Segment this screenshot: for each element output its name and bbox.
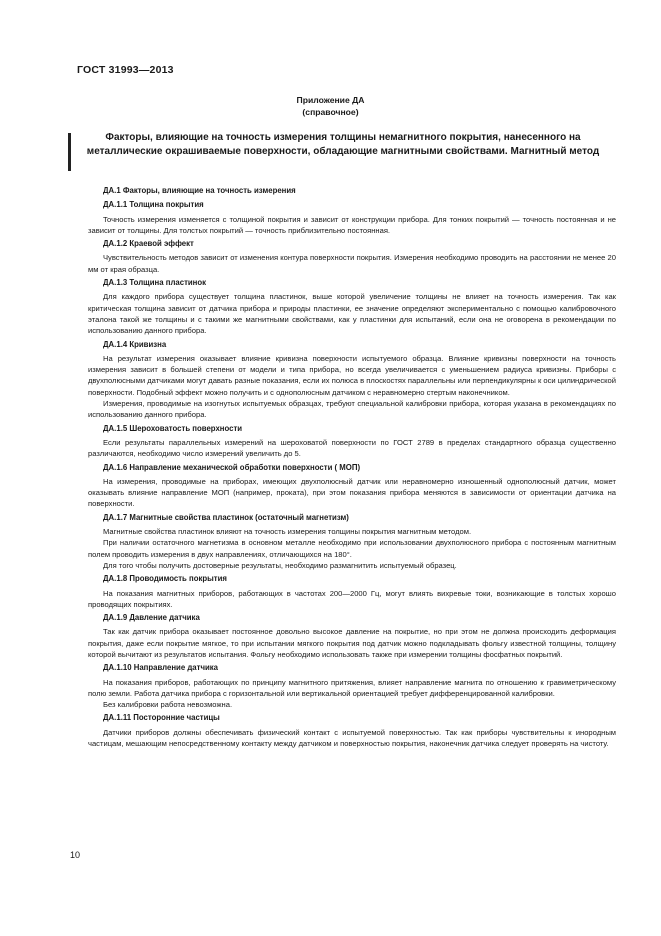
section-heading: ДА.1.10 Направление датчика xyxy=(103,663,219,673)
paragraph: Магнитные свойства пластинок влияют на точность измерения толщины покрытия магнитным методом. xyxy=(103,527,472,537)
paragraph: При наличии остаточного магнетизма в основном металле необходимо при использовании двухполюсного прибора с постоянным магнитным полем проводить измерения в двух направлениях, отличающихся на 180°. xyxy=(88,538,616,559)
document-body xyxy=(88,185,616,749)
change-bar xyxy=(68,133,71,171)
section-heading: ДА.1 Факторы, влияющие на точность измерения xyxy=(103,186,296,195)
paragraph: Для каждого прибора существует толщина пластинок, выше которой увеличение толщины не влияет на точность измерения. Так как критическая толщина зависит от датчика прибора и природы пластинки, ее значение определяют экспериментально с помощью калибровочного эталона такой же толщины и с такими же магнитными свойствами, как у пластинки для испытаний, если она не оговорена в рекомендации по использованию данного прибора. xyxy=(88,292,616,336)
section-heading: ДА.1.7 Магнитные свойства пластинок (остаточный магнетизм) xyxy=(103,512,349,522)
section-heading: ДА.1.5 Шероховатость поверхности xyxy=(103,423,243,433)
section-heading: ДА.1.1 Толщина покрытия xyxy=(103,200,204,210)
paragraph: На результат измерения оказывает влияние кривизна поверхности испытуемого образца. Влияние кривизны поверхности на точность измерения зависит в большей степени от модели и типа прибора, но всегда увеличивается с уменьшением радиуса кривизны. Приборы с двухполюсными датчиками могут давать разные показания, если их полюса в плоскостях параллельны или перпендикулярны к оси цилиндрической поверхности. Подобный эффект можно получить и с однополюсным датчиком с неравномерно стертым наконечником. xyxy=(88,353,616,397)
section-heading: ДА.1.3 Толщина пластинок xyxy=(103,278,207,288)
paragraph: Без калибровки работа невозможна. xyxy=(103,700,233,710)
appendix-label: Приложение ДА xyxy=(296,95,365,105)
section-heading: ДА.1.11 Посторонние частицы xyxy=(103,713,220,723)
paragraph: На измерения, проводимые на приборах, имеющих двухполюсный датчик или неравномерно изношенный однополюсный датчик, может оказывать влияние направление МОП (например, проката), при этом показания прибора меняются в зависимости от ориентации датчика на поверхности. xyxy=(88,476,616,509)
paragraph: На показания магнитных приборов, работающих в частотах 200—2000 Гц, могут влиять вихревые токи, возникающие в толстых хорошо проводящих покрытиях. xyxy=(88,588,616,609)
paragraph: Если результаты параллельных измерений на шероховатой поверхности по ГОСТ 2789 в пределах стандартного образца существенно различаются, необходимо число измерений увеличить до 5. xyxy=(88,437,616,459)
paragraph: На показания приборов, работающих по принципу магнитного притяжения, влияет направление магнита по отношению к гравиметрическому полю земли. Работа датчика прибора с горизонтальной или вертикальной ориентацией требует дифференцированной калибровки. xyxy=(88,677,616,698)
page-number: 10 xyxy=(70,850,81,860)
section-heading: ДА.1.9 Давление датчика xyxy=(103,613,200,623)
paragraph: Точность измерения изменяется с толщиной покрытия и зависит от конструкции прибора. Для тонких покрытий — точность постоянная и не зависит от толщины. Для толстых покрытий — точность приблизительно постоянная. xyxy=(88,214,616,235)
section-heading: ДА.1.6 Направление механической обработки поверхности ( МОП) xyxy=(103,462,361,472)
section-heading: ДА.1.8 Проводимость покрытия xyxy=(103,574,227,584)
paragraph: Измерения, проводимые на изогнутых испытуемых образцах, требуют специальной калибровки прибора, которая указана в рекомендациях по использованию данного прибора. xyxy=(88,399,616,420)
paragraph: Так как датчик прибора оказывает постоянное довольно высокое давление на покрытие, но при этом не должна происходить деформация покрытия, даже если покрытие мягкое, то при испытании мягкого покрытия под датчик можно подкладывать фольгу известной толщины, толщину которой вычитают из результатов испытания. Фольгу необходимо использовать также при измерении толщины фосфатных покрытий. xyxy=(88,627,616,659)
paragraph: Датчики приборов должны обеспечивать физический контакт с испытуемой поверхностью. Так как приборы чувствительны к инородным частицам, мешающим непосредственному контакту между датчиком и поверхностью покрытия, наконечник датчика следует проверять на чистоту. xyxy=(88,727,616,749)
section-heading: ДА.1.4 Кривизна xyxy=(103,339,167,349)
appendix-type: (справочное) xyxy=(302,107,359,117)
document-title: Факторы, влияющие на точность измерения толщины немагнитного покрытия, нанесенного на металлические окрашиваемые поверхности, обладающие магнитными свойствами. Магнитный метод xyxy=(86,132,600,157)
section-heading: ДА.1.2 Краевой эффект xyxy=(103,239,194,249)
paragraph: Чувствительность методов зависит от изменения контура поверхности покрытия. Измерения необходимо проводить на расстоянии не менее 20 мм от края образца. xyxy=(88,253,616,274)
standard-header: ГОСТ 31993—2013 xyxy=(77,64,174,76)
paragraph: Для того чтобы получить достоверные результаты, необходимо размагнитить испытуемый образец. xyxy=(103,560,457,570)
